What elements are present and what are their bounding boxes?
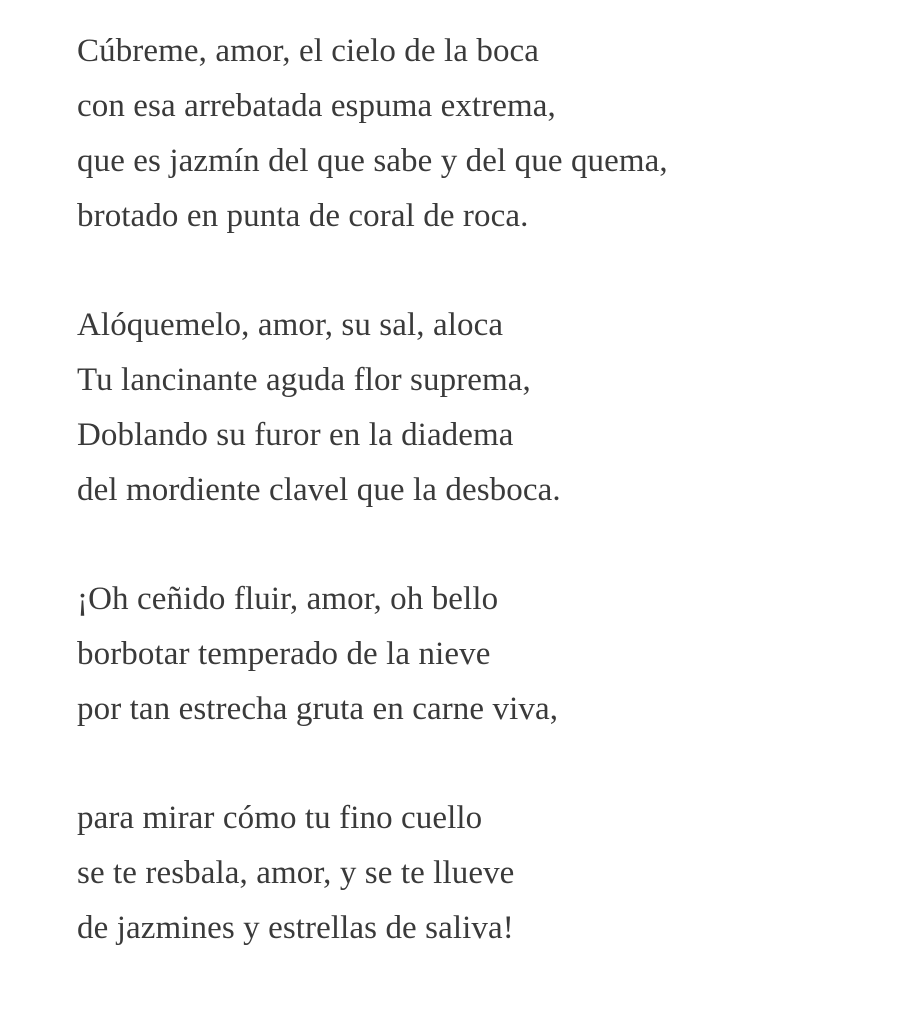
poem-line: de jazmines y estrellas de saliva! (77, 910, 514, 946)
poem-line: Alóquemelo, amor, su sal, aloca (77, 307, 504, 343)
poem-line: Cúbreme, amor, el cielo de la boca (77, 33, 540, 69)
poem-line: borbotar temperado de la nieve (77, 636, 491, 672)
poem-line: se te resbala, amor, y se te llueve (77, 855, 515, 891)
poem-line: Tu lancinante aguda flor suprema, (77, 362, 531, 398)
stanza-2 (77, 303, 668, 523)
poem-line: por tan estrecha gruta en carne viva, (77, 691, 559, 727)
poem-line: ¡Oh ceñido fluir, amor, oh bello (77, 581, 499, 617)
poem-line: con esa arrebatada espuma extrema, (77, 88, 556, 124)
stanza-4 (77, 796, 668, 961)
poem-line: brotado en punta de coral de roca. (77, 198, 529, 234)
stanza-3 (77, 577, 668, 742)
poem-line: que es jazmín del que sabe y del que quema, (77, 143, 668, 179)
poem-line: para mirar cómo tu fino cuello (77, 800, 483, 836)
poem (77, 29, 668, 1015)
poem-line: del mordiente clavel que la desboca. (77, 472, 561, 508)
stanza-1 (77, 29, 668, 249)
poem-line: Doblando su furor en la diadema (77, 417, 514, 453)
